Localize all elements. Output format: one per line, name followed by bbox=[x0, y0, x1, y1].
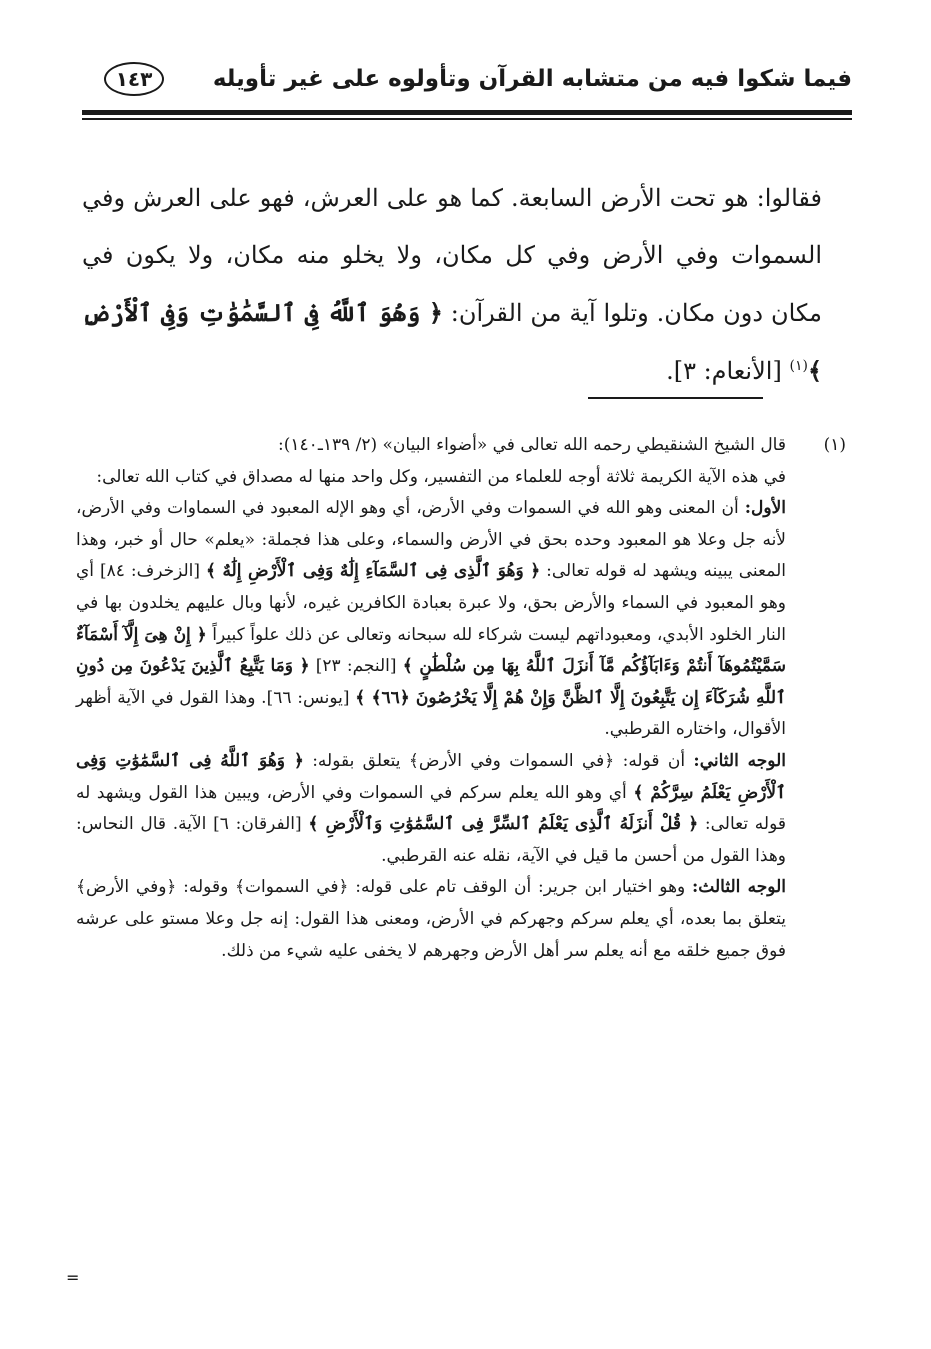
footnote-1 bbox=[76, 430, 846, 967]
quran-verse-furqan: ﴿ قُلْ أَنزَلَهُ ٱلَّذِى يَعْلَمُ ٱلسِّرَّ فِى ٱلسَّمَٰوَٰتِ وَٱلْأَرْضِ ﴾ bbox=[308, 814, 699, 835]
quran-verse-yunus: ﴿ وَمَا يَتَّبِعُ ٱلَّذِينَ يَدْعُونَ مِن دُونِ ٱللَّهِ شُرَكَآءَ إِن يَتَّبِعُونَ إِلَّا ٱلظَّنَّ وَإِنْ هُمْ إِلَّا يَخْرُصُونَ ﴿٦٦﴾ ﴾ bbox=[76, 656, 787, 708]
first-aspect-text-c: [النجم: ٢٣] bbox=[309, 656, 403, 677]
running-title: فيما شكوا فيه من متشابه القرآن وتأولوه على غير تأويله bbox=[212, 66, 852, 92]
footnote-paragraph-1: في هذه الآية الكريمة ثلاثة أوجه للعلماء من التفسير، وكل واحد منها له مصداق في كتاب الله تعالى: bbox=[96, 466, 786, 487]
footnote-paragraph-4 bbox=[76, 872, 786, 967]
footnote-paragraph-2 bbox=[76, 493, 786, 746]
main-text-1: فقالوا: هو تحت الأرض السابعة. كما هو على العرش، فهو على العرش وفي السموات وفي الأرض وفي كل مكان، ولا يخلو منه مكان، ولا يكون في مكان دون مكان. وتلوا آية من القرآن: bbox=[82, 184, 822, 327]
first-aspect-label: الأول: bbox=[744, 498, 786, 519]
margin-mark: = bbox=[66, 1268, 80, 1287]
page-number: ١٤٣ bbox=[115, 67, 153, 91]
page-header bbox=[82, 58, 852, 110]
footnote-reference: (١) bbox=[789, 358, 808, 374]
page-number-badge bbox=[104, 62, 164, 96]
third-aspect-text: وهو اختيار ابن جرير: أن الوقف تام على قوله: ﴿في السموات﴾ وقوله: ﴿وفي الأرض﴾ يتعلق بما بعده، أي يعلم سركم وجهركم في الأرض، ومعنى هذا القول: إنه جل وعلا مستو على عرشه فوق جميع خلقه مع أنه يعلم سر أهل الأرض وجهرهم لا يخفى عليه شيء من ذلك. bbox=[76, 877, 786, 961]
header-rule-thin bbox=[82, 118, 852, 120]
quran-verse-najm: ﴿ إِنْ هِىَ إِلَّآ أَسْمَآءٌ سَمَّيْتُمُوهَآ أَنتُمْ وَءَابَآؤُكُم مَّآ أَنزَلَ ٱللَّهُ بِهَا مِن سُلْطَٰنٍ ﴾ bbox=[76, 624, 787, 677]
quran-verse-zukhruf: ﴿ وَهُوَ ٱلَّذِى فِى ٱلسَّمَآءِ إِلَٰهٌ وَفِى ٱلْأَرْضِ إِلَٰهٌ ﴾ bbox=[206, 561, 541, 582]
second-aspect-text-a: أن قوله: ﴿في السموات وفي الأرض﴾ يتعلق بقوله: bbox=[303, 750, 694, 771]
header-rule-thick bbox=[82, 110, 852, 115]
third-aspect-label: الوجه الثالث: bbox=[692, 877, 786, 898]
footnotes bbox=[76, 430, 846, 967]
main-text bbox=[82, 170, 822, 400]
footnote-body bbox=[76, 430, 786, 967]
first-aspect-text-a: أن المعنى وهو الله في السموات وفي الأرض، أي وهو الإله المعبود في السماوات وفي الأرض، لأنه جل وعلا هو المعبود وحده بحق في الأرض والسماء، وعلى هذا فجملة: «يعلم» حال أو خبر، وهذا المعنى يبينه ويشهد له قوله تعالى: bbox=[76, 498, 786, 582]
main-paragraph bbox=[82, 170, 822, 400]
quran-verse: ﴿ وَهُوَ ٱللَّهُ فِى ٱلسَّمَٰوَٰتِ وَفِى ٱلْأَرْضِ ﴾ bbox=[82, 298, 822, 385]
quran-verse-anam: ﴿ وَهُوَ ٱللَّهُ فِى ٱلسَّمَٰوَٰتِ وَفِى ٱلْأَرْضِ يَعْلَمُ سِرَّكُمْ ﴾ bbox=[76, 750, 786, 803]
first-aspect-text-b: [الزخرف: ٨٤] أي وهو المعبود في السماء والأرض بحق، ولا عبرة بعبادة الكافرين غيره، لأنها وبال عليهم يخلدون بها في النار الخلود الأبدي، ومعبوداتهم ليست شركاء لله سبحانه وتعالى عن ذلك علواً كبيراً bbox=[76, 561, 786, 645]
footnote-intro: قال الشيخ الشنقيطي رحمه الله تعالى في «أضواء البيان» (٢/ ١٣٩ـ١٤٠): bbox=[278, 435, 786, 455]
main-text-2: [الأنعام: ٣]. bbox=[666, 357, 790, 385]
footnote-separator bbox=[588, 397, 763, 399]
second-aspect-text-c: [الفرقان: ٦] الآية. قال النحاس: وهذا القول من أحسن ما قيل في الآية، نقله عنه القرطبي. bbox=[76, 814, 786, 866]
first-aspect-text-d: [يونس: ٦٦]. وهذا القول في الآية أظهر الأقوال، واختاره القرطبي. bbox=[76, 687, 786, 740]
second-aspect-text-b: أي وهو الله يعلم سركم في السموات وفي الأرض، ويبين هذا القول ويشهد له قوله تعالى: bbox=[76, 782, 786, 835]
second-aspect-label: الوجه الثاني: bbox=[693, 750, 786, 771]
footnote-paragraph-3 bbox=[76, 746, 786, 872]
footnote-marker: (١) bbox=[823, 435, 846, 455]
